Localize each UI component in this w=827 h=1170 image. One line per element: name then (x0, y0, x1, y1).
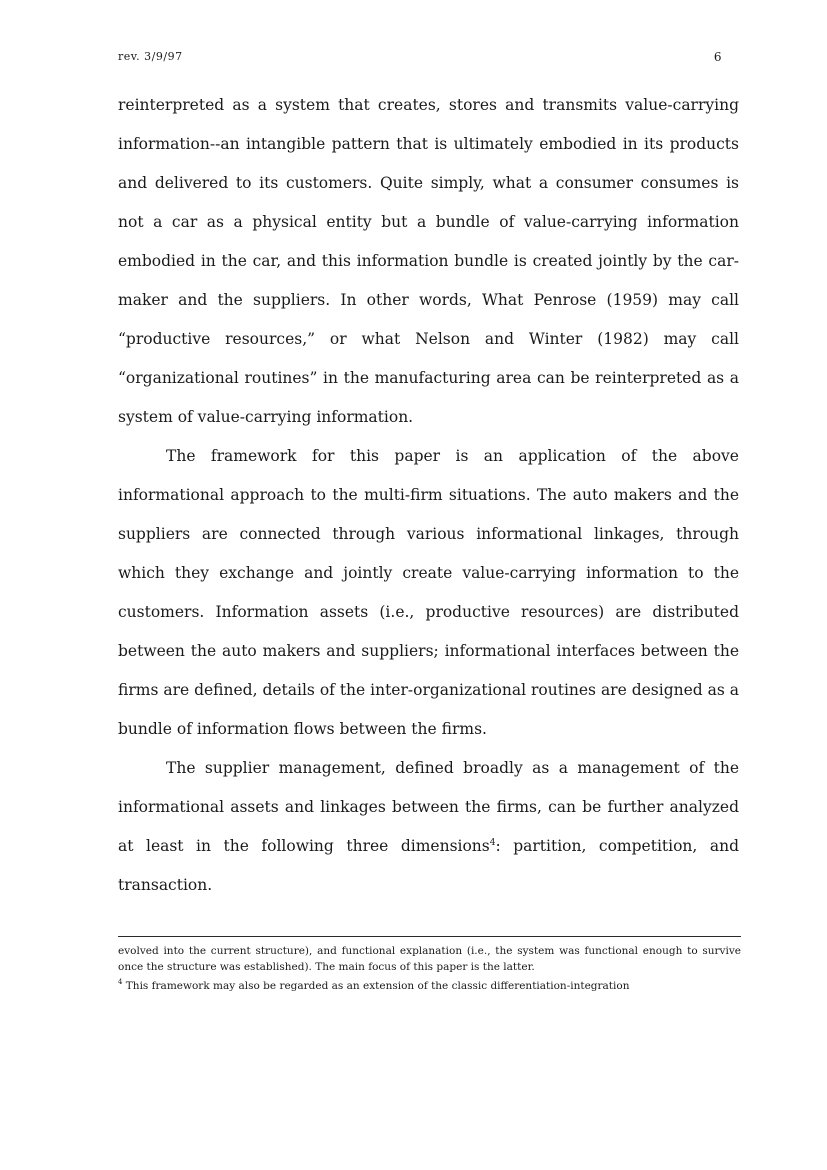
paragraph-1: reinterpreted as a system that creates, stores and transmits value-carrying information--an intangible pattern that is ultimately embodied in its products and delivered to its customers. Quite simply, what a consumer consumes is not a car as a physical entity but a bundle of value-carrying information embodied in the car, and this information bundle is created jointly by the car-maker and the suppliers. In other words, What Penrose (1959) may call “productive resources,” or what Nelson and Winter (1982) may call “organizational routines” in the manufacturing area can be reinterpreted as a system of value-carrying information. (118, 96, 739, 426)
page-number: 6 (713, 50, 722, 64)
footnote-separator (118, 936, 741, 937)
running-header (118, 50, 722, 70)
paragraph-3-text: The supplier management, defined broadly as a management of the informational assets and linkages between the firms, can be further analyzed at least in the following three dimensions (118, 759, 739, 855)
footnote-continued: evolved into the current structure), and functional explanation (i.e., the system was functional enough to survive once the structure was established). The main focus of this paper is the latter. (118, 945, 741, 973)
footnote-reference-4: 4 (489, 838, 496, 848)
footnote-4-mark: 4 (118, 978, 123, 986)
footnote-4 (118, 975, 741, 995)
footnotes (118, 944, 741, 995)
revision-date: rev. 3/9/97 (118, 50, 183, 63)
footnote-4-text: This framework may also be regarded as an extension of the classic differentiation-integration (122, 980, 630, 992)
paragraph-3 (118, 749, 739, 905)
paragraph-3-tail: : partition, competition, and transaction. (118, 837, 739, 894)
paragraph-2: The framework for this paper is an application of the above informational approach to the multi-firm situations. The auto makers and the suppliers are connected through various informational linkages, through which they exchange and jointly create value-carrying information to the customers. Information assets (i.e., productive resources) are distributed between the auto makers and suppliers; informational interfaces between the firms are defined, details of the inter-organizational routines are designed as a bundle of information flows between the firms. (118, 447, 739, 738)
body-text (118, 86, 739, 905)
